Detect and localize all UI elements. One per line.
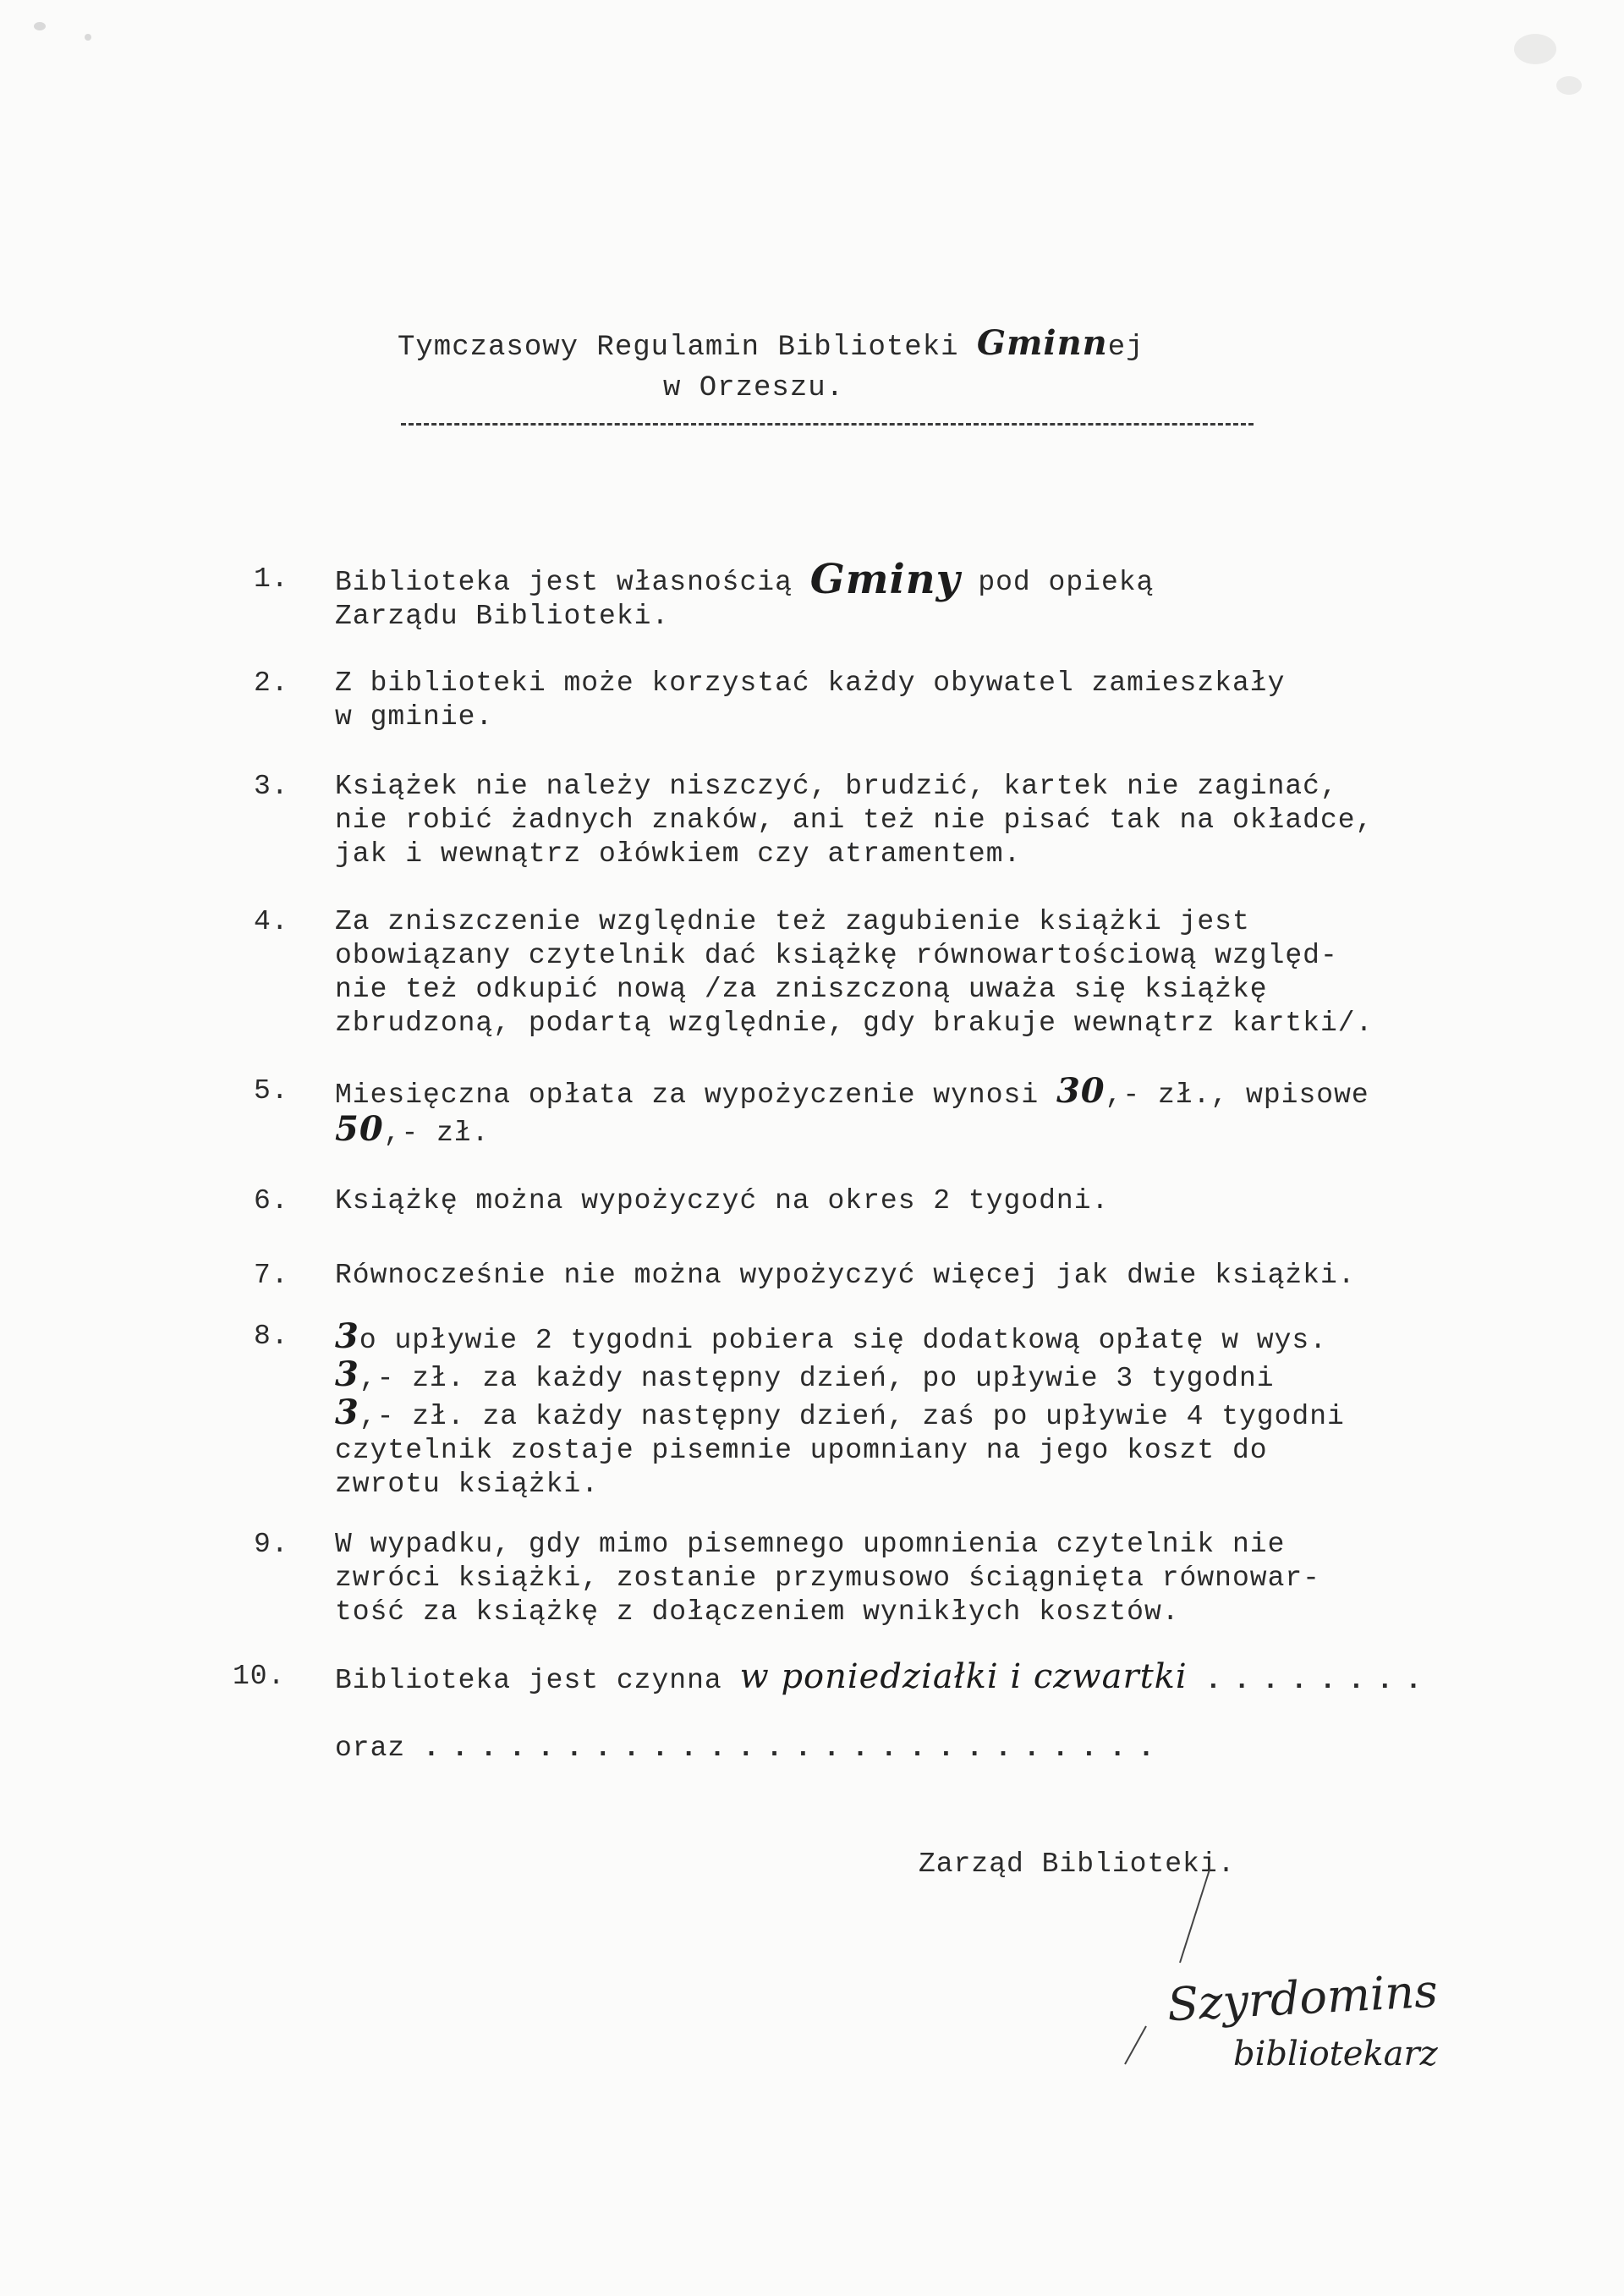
scan-speck [34, 22, 46, 30]
fill-dots: .......................... [423, 1733, 1166, 1764]
handwritten-role: bibliotekarz [1233, 2035, 1438, 2074]
rule-number: 5. [254, 1075, 289, 1107]
rule-text: W wypadku, gdy mimo pisemnego upomnienia czytelnik nie zwróci książki, zostanie przymusowo ściągnięta równowar- tość za książkę z dołączeniem wynikłych kosztów. [335, 1529, 1320, 1628]
signature-org: Zarząd Biblioteki. [919, 1848, 1236, 1880]
title-underline [401, 423, 1254, 426]
rule-text: Biblioteka jest własnością Gminy pod opieką Zarządu Biblioteki. [335, 556, 1155, 632]
rule-text: Biblioteka jest czynna w poniedziałki i czwartki ........ oraz .......................... [335, 1657, 1434, 1764]
handwritten-correction: 3 [335, 1354, 359, 1394]
scan-speck [1556, 76, 1582, 95]
rule-text: Książkę można wypożyczyć na okres 2 tygodni. [335, 1185, 1110, 1217]
rule-number: 3. [254, 771, 289, 802]
rule-number: 10. [233, 1661, 286, 1692]
scan-speck [85, 34, 91, 41]
rule-text: Równocześnie nie można wypożyczyć więcej jak dwie książki. [335, 1260, 1356, 1291]
title-text: Tymczasowy Regulamin Biblioteki [398, 332, 959, 364]
handwritten-opening-days: w poniedziałki i czwartki [739, 1657, 1188, 1696]
handwritten-correction: 3 [335, 1316, 359, 1356]
oraz-label: oraz [335, 1733, 406, 1764]
handwritten-correction: 3 [335, 1392, 359, 1432]
rule-text: Z biblioteki może korzystać każdy obywatel zamieszkały w gminie. [335, 667, 1286, 733]
rule-text: 3o upływie 2 tygodni pobiera się dodatkową opłatę w wys. 3,- zł. za każdy następny dzień, po upływie 3 tygodni 3,- zł. za każdy następny dzień, zaś po upływie 4 tygodni czytelnik zostaje pisemnie upomniany na jego koszt do zwrotu książki. [335, 1316, 1345, 1500]
handwritten-fee: 30 [1056, 1071, 1106, 1111]
rule-number: 6. [254, 1185, 289, 1217]
rule-number: 4. [254, 906, 289, 937]
rule-number: 2. [254, 667, 289, 699]
title-suffix: ej [1107, 332, 1144, 364]
handwritten-gminy: Gminy [809, 556, 961, 603]
document-subtitle: w Orzeszu. [663, 372, 845, 404]
rule-number: 7. [254, 1260, 289, 1291]
scan-speck [1514, 34, 1556, 64]
rule-text: Za zniszczenie względnie też zagubienie książki jest obowiązany czytelnik dać książkę równowartościową względ- nie też odkupić nową /za zniszczoną uważa się książkę zbrudzoną, podartą względnie, gdy brakuje wewnątrz kartki/. [335, 906, 1374, 1039]
rule-text: Książek nie należy niszczyć, brudzić, kartek nie zaginać, nie robić żadnych znaków, ani też nie pisać tak na okładce, jak i wewnątrz ołówkiem czy atramentem. [335, 771, 1374, 870]
rule-number: 9. [254, 1529, 289, 1560]
title-handwritten-correction: Gminn [976, 323, 1108, 363]
rule-text: Miesięczna opłata za wypożyczenie wynosi 30,- zł., wpisowe 50,- zł. [335, 1071, 1369, 1149]
handwritten-entry-fee: 50 [335, 1109, 384, 1149]
rule-number: 1. [254, 563, 289, 595]
handwritten-signature: Szyrdomins [1166, 1964, 1440, 2032]
document-title [398, 323, 1144, 364]
rule-number: 8. [254, 1321, 289, 1352]
